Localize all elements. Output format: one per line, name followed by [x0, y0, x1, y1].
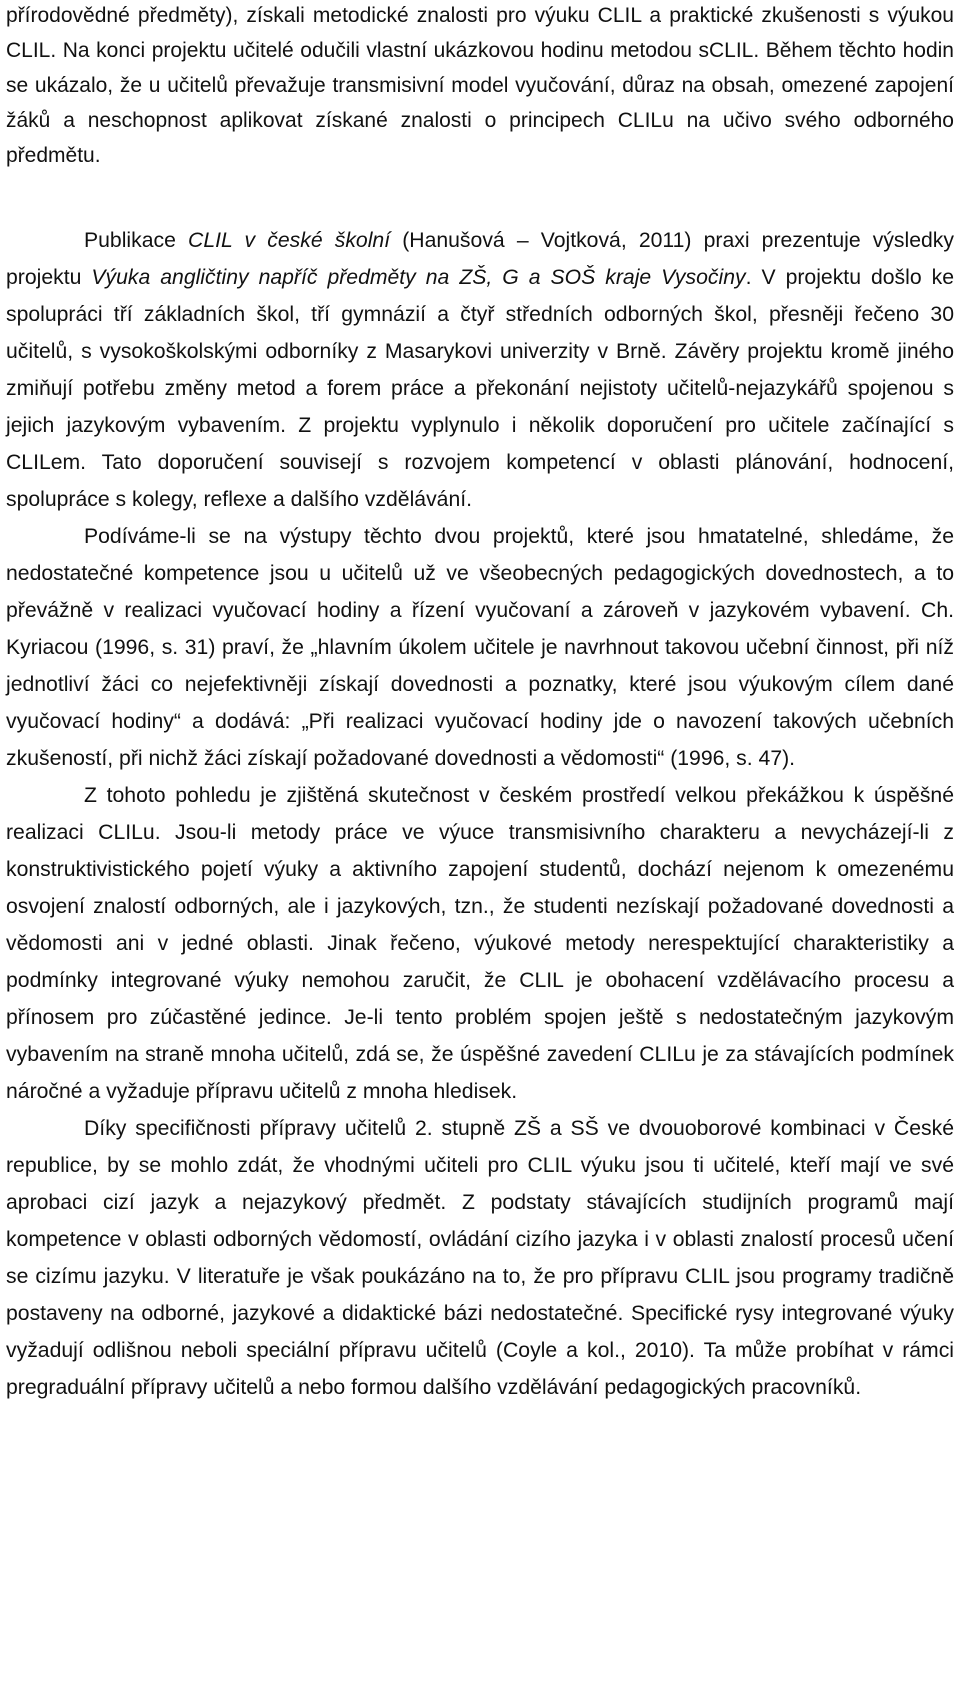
paragraph-publication: [6, 222, 954, 518]
project-title: Výuka angličtiny napříč předměty na ZŠ, G a SOŠ kraje Vysočiny: [91, 266, 746, 289]
p2-text-c: . V projektu došlo ke spolupráci tří základních škol, tří gymnázií a čtyř středních odborných škol, přesněji řečeno 30 učitelů, s vysokoškolskými odborníky z Masarykovi univerzity v Brně. Závěry projektu kromě jiného zmiňují potřebu změny metod a forem práce a překonání nejistoty učitelů-nejazykářů spojenou s jejich jazykovým vybavením. Z projektu vyplynulo i několik doporučení pro učitele začínající s CLILem. Tato doporučení souvisejí s rozvojem kompetencí v oblasti plánování, hodnocení, spolupráce s kolegy, reflexe a dalšího vzdělávání.: [6, 266, 954, 511]
intro-paragraph: přírodovědné předměty), získali metodické znalosti pro výuku CLIL a praktické zkušenosti s výukou CLIL. Na konci projektu učitelé odučili vlastní ukázkovou hodinu metodou sCLIL. Během těchto hodin se ukázalo, že u učitelů převažuje transmisivní model vyučování, důraz na obsah, omezené zapojení žáků a neschopnost aplikovat získané znalosti o principech CLILu na učivo svého odborného předmětu.: [6, 4, 954, 167]
body-text: [6, 222, 954, 1406]
publication-title: CLIL v české školní: [188, 229, 391, 252]
paragraph-outputs: Podíváme-li se na výstupy těchto dvou projektů, které jsou hmatatelné, shledáme, že nedostatečné kompetence jsou u učitelů už ve všeobecných pedagogických dovednostech, a to převážně v realizaci vyučovací hodiny a řízení vyučovaní a zároveň v jazykovém vybavení. Ch. Kyriacou (1996, s. 31) praví, že „hlavním úkolem učitele je navrhnout takovou učební činnost, při níž jednotliví žáci co nejefektivněji získají dovednosti a poznatky, které jsou výukovým cílem dané vyučovací hodiny“ a dodává: „Při realizaci vyučovací hodiny jde o navození takových učebních zkušeností, při nichž žáci získají požadované dovednosti a vědomosti“ (1996, s. 47).: [6, 525, 954, 770]
paragraph-teacher-preparation: Díky specifičnosti přípravy učitelů 2. stupně ZŠ a SŠ ve dvouoborové kombinaci v České republice, by se mohlo zdát, že vhodnými učiteli pro CLIL výuku jsou ti učitelé, kteří mají ve své aprobaci cizí jazyk a nejazykový předmět. Z podstaty stávajících studijních programů mají kompetence v oblasti odborných vědomostí, ovládání cizího jazyka i v oblasti znalostí procesů učení se cizímu jazyku. V literatuře je však poukázáno na to, že pro přípravu CLIL jsou programy tradičně postaveny na odborné, jazykové a didaktické bázi nedostatečné. Specifické rysy integrované výuky vyžadují odlišnou neboli speciální přípravu učitelů (Coyle a kol., 2010). Ta může probíhat v rámci pregraduální přípravy učitelů a nebo formou dalšího vzdělávání pedagogických pracovníků.: [6, 1117, 954, 1399]
p2-text-b: (Hanušová – Vojtková, 2011) praxi prezentuje výsledky projektu: [6, 229, 954, 289]
paragraph-perspective: Z tohoto pohledu je zjištěná skutečnost v českém prostředí velkou překážkou k úspěšné realizaci CLILu. Jsou-li metody práce ve výuce transmisivního charakteru a nevycházejí-li z konstruktivistického pojetí výuky a aktivního zapojení studentů, dochází nejenom k omezenému osvojení znalostí odborných, ale i jazykových, tzn., že studenti nezískají požadované dovednosti a vědomosti ani v jedné oblasti. Jinak řečeno, výukové metody nerespektující charakteristiky a podmínky integrované výuky nemohou zaručit, že CLIL je obohacení vzdělávacího procesu a přínosem pro zúčastěné jedince. Je-li tento problém spojen ještě s nedostatečným jazykovým vybavením na straně mnoha učitelů, zdá se, že úspěšné zavedení CLILu je za stávajících podmínek náročné a vyžaduje přípravu učitelů z mnoha hledisek.: [6, 784, 954, 1103]
p2-text-a: Publikace: [84, 229, 189, 252]
